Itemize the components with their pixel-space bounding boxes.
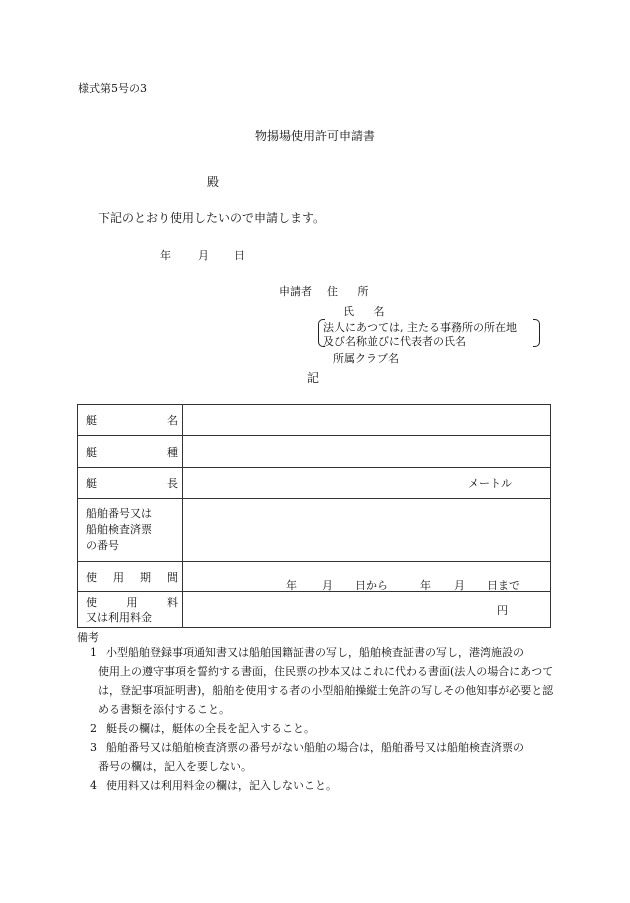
ki-marker: 記 (307, 371, 320, 385)
applicant-label: 申請者 (279, 285, 312, 298)
form-number: 様式第5号の3 (78, 82, 147, 95)
note-item-4: 4 使用料又は利用料金の欄は，記入しないこと。 (90, 779, 337, 792)
note-item-2: 2 艇長の欄は，艇体の全長を記入すること。 (90, 722, 315, 735)
to-year: 年 (420, 578, 431, 592)
corporation-note (318, 319, 540, 347)
page-title: 物揚場使用許可申請書 (254, 129, 375, 143)
table-row (78, 592, 551, 628)
boat-length-label: 艇 長 (78, 468, 183, 499)
ship-number-field[interactable] (183, 499, 551, 562)
to-month: 月 (454, 578, 465, 592)
boat-type-label: 艇 種 (78, 436, 183, 468)
from-month: 月 (322, 578, 333, 592)
application-date (160, 247, 245, 263)
fee-field[interactable] (183, 592, 551, 628)
usage-period-field[interactable] (183, 562, 551, 592)
date-year: 年 (160, 249, 171, 262)
corporation-note-line1: 法人にあつては, 主たる事務所の所在地 (323, 321, 517, 334)
length-unit: メートル (468, 477, 512, 490)
corporation-note-line2: 及び名称並びに代表者の氏名 (323, 335, 466, 348)
note-item-3: 3 船舶番号又は船舶検査済票の番号がない船舶の場合は，船舶番号又は船舶検査済票の 番号の欄は，記入を要しない。 (90, 741, 524, 773)
to-day: 日まで (487, 578, 520, 592)
table-row (78, 405, 551, 436)
application-table (77, 404, 551, 628)
intro-text: 下記のとおり使用したいので申請します。 (98, 211, 326, 225)
boat-type-field[interactable] (183, 436, 551, 468)
table-row (78, 468, 551, 499)
boat-name-label: 艇 名 (78, 405, 183, 436)
boat-name-field[interactable] (183, 405, 551, 436)
boat-length-field[interactable] (183, 468, 551, 499)
from-year: 年 (286, 578, 297, 592)
from-day: 日から (355, 578, 388, 592)
table-row (78, 499, 551, 562)
address-label: 住 所 (327, 285, 377, 298)
name-label: 氏 名 (343, 305, 393, 318)
right-bracket (533, 319, 540, 347)
fee-label: 使 用 料 又は利用料金 (78, 592, 183, 628)
addressee-suffix: 殿 (207, 175, 220, 189)
club-label: 所属クラブ名 (333, 352, 399, 365)
table-row (78, 562, 551, 592)
notes-heading: 備考 (77, 631, 99, 644)
table-row (78, 436, 551, 468)
usage-period-label: 使 用 期 間 (78, 562, 183, 592)
date-month: 月 (198, 249, 209, 262)
note-item-1: 1 小型船舶登録事項通知書又は船舶国籍証書の写し，船舶検査証書の写し，港湾施設の 使用上の遵守事項を誓約する書面，住民票の抄本又はこれに代わる書面(法人の場合にあつては，登記事項証明書)，船舶を使用する者の小型船舶操縦士免許の写しその他知事が必要と認める書類を添付すること。 (90, 646, 554, 716)
ship-number-label: 船舶番号又は 船舶検査済票 の番号 (78, 499, 183, 562)
yen-unit: 円 (497, 603, 508, 617)
date-day: 日 (234, 249, 245, 262)
